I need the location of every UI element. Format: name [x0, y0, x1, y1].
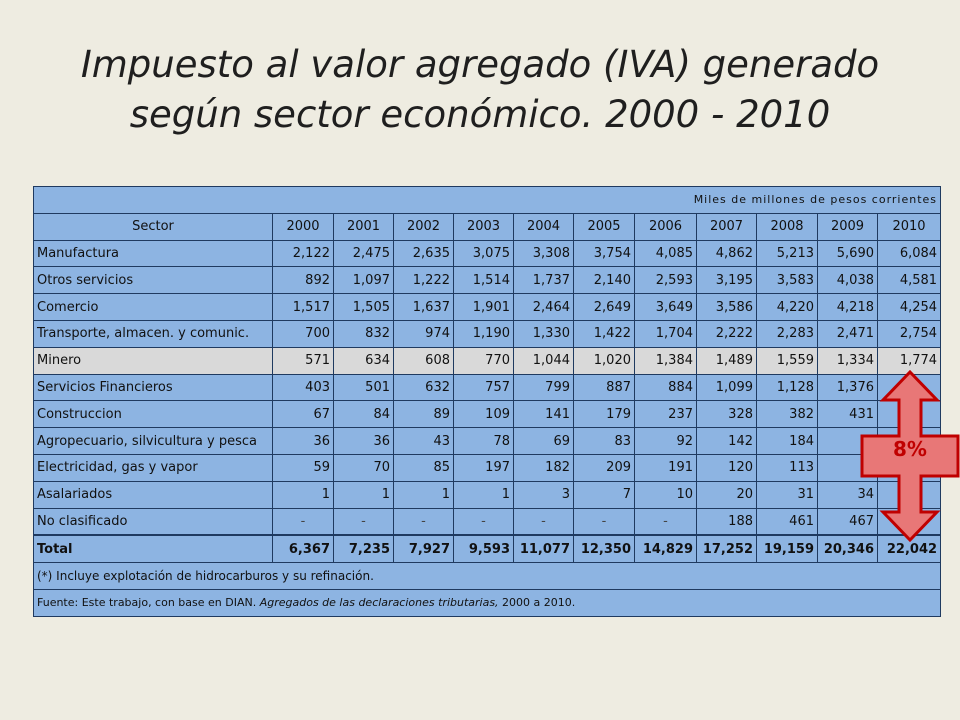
value-cell: 1,044: [514, 347, 574, 374]
value-cell: 36: [334, 428, 394, 455]
value-cell: 1,190: [454, 320, 514, 347]
value-cell: 608: [394, 347, 454, 374]
unit-row: [34, 187, 941, 214]
table-row: [34, 347, 941, 374]
table-row: [34, 508, 941, 535]
value-cell: 1,334: [818, 347, 878, 374]
value-cell: 1,559: [757, 347, 818, 374]
value-cell: 3,586: [697, 294, 757, 321]
sector-label: Agropecuario, silvicultura y pesca: [34, 428, 273, 455]
value-cell: 799: [514, 374, 574, 401]
value-cell: 31: [757, 481, 818, 508]
value-cell: -: [454, 508, 514, 535]
value-cell: 78: [454, 428, 514, 455]
value-cell: 4,218: [818, 294, 878, 321]
value-cell: 1,505: [334, 294, 394, 321]
value-cell: 7,235: [334, 535, 394, 562]
value-cell: 4,254: [878, 294, 941, 321]
table-row: [34, 294, 941, 321]
value-cell: 501: [334, 374, 394, 401]
value-cell: 571: [273, 347, 334, 374]
value-cell: 3,308: [514, 240, 574, 267]
value-cell: 83: [574, 428, 635, 455]
sector-label: Minero: [34, 347, 273, 374]
value-cell: 89: [394, 401, 454, 428]
value-cell: 36: [273, 428, 334, 455]
value-cell: 461: [757, 508, 818, 535]
sector-label: Transporte, almacen. y comunic.: [34, 320, 273, 347]
value-cell: 141: [514, 401, 574, 428]
value-cell: 2,122: [273, 240, 334, 267]
value-cell: 67: [273, 401, 334, 428]
value-cell: 1,128: [757, 374, 818, 401]
value-cell: 1: [394, 481, 454, 508]
sector-label: No clasificado: [34, 508, 273, 535]
table-row: [34, 481, 941, 508]
percent-annotation: 8%: [893, 437, 927, 461]
value-cell: 20,346: [818, 535, 878, 562]
value-cell: -: [574, 508, 635, 535]
value-cell: 1,901: [454, 294, 514, 321]
value-cell: 3: [514, 481, 574, 508]
value-cell: 770: [454, 347, 514, 374]
header-year: 2010: [878, 213, 941, 240]
value-cell: 70: [334, 454, 394, 481]
value-cell: 1,376: [818, 374, 878, 401]
value-cell: 22,042: [878, 535, 941, 562]
value-cell: 1,422: [574, 320, 635, 347]
value-cell: 382: [757, 401, 818, 428]
value-cell: 209: [574, 454, 635, 481]
value-cell: 1,489: [697, 347, 757, 374]
value-cell: 2,283: [757, 320, 818, 347]
header-year: 2006: [635, 213, 697, 240]
iva-table-container: [33, 186, 940, 617]
value-cell: 757: [454, 374, 514, 401]
value-cell: 1: [273, 481, 334, 508]
header-year: 2001: [334, 213, 394, 240]
value-cell: 6,367: [273, 535, 334, 562]
value-cell: 1,384: [635, 347, 697, 374]
sector-label: Comercio: [34, 294, 273, 321]
source-row: [34, 589, 941, 616]
value-cell: 431: [818, 401, 878, 428]
value-cell: 700: [273, 320, 334, 347]
sector-label: Asalariados: [34, 481, 273, 508]
sector-label: Otros servicios: [34, 267, 273, 294]
value-cell: 2,475: [334, 240, 394, 267]
header-year: 2002: [394, 213, 454, 240]
value-cell: 1,222: [394, 267, 454, 294]
value-cell: 2,635: [394, 240, 454, 267]
value-cell: 2,649: [574, 294, 635, 321]
value-cell: 634: [334, 347, 394, 374]
value-cell: 884: [635, 374, 697, 401]
value-cell: 1,704: [635, 320, 697, 347]
value-cell: 120: [697, 454, 757, 481]
value-cell: 92: [635, 428, 697, 455]
value-cell: 892: [273, 267, 334, 294]
value-cell: 59: [273, 454, 334, 481]
value-cell: 2,471: [818, 320, 878, 347]
value-cell: -: [273, 508, 334, 535]
value-cell: 5,213: [757, 240, 818, 267]
title-line-2: según sector económico. 2000 - 2010: [129, 93, 831, 136]
value-cell: 1,517: [273, 294, 334, 321]
value-cell: 85: [394, 454, 454, 481]
value-cell: 84: [334, 401, 394, 428]
value-cell: 3,195: [697, 267, 757, 294]
value-cell: 2,140: [574, 267, 635, 294]
sector-label: Total: [34, 535, 273, 562]
value-cell: 1,637: [394, 294, 454, 321]
sector-label: Manufactura: [34, 240, 273, 267]
value-cell: 34: [818, 481, 878, 508]
value-cell: 179: [574, 401, 635, 428]
value-cell: 974: [394, 320, 454, 347]
value-cell: 2,222: [697, 320, 757, 347]
value-cell: 11,077: [514, 535, 574, 562]
value-cell: 1,514: [454, 267, 514, 294]
value-cell: 20: [697, 481, 757, 508]
value-cell: 6,084: [878, 240, 941, 267]
value-cell: 3,075: [454, 240, 514, 267]
value-cell: 197: [454, 454, 514, 481]
value-cell: 328: [697, 401, 757, 428]
value-cell: -: [514, 508, 574, 535]
value-cell: 1: [454, 481, 514, 508]
value-cell: 17,252: [697, 535, 757, 562]
value-cell: 1,774: [878, 347, 941, 374]
table-row: [34, 240, 941, 267]
header-year: 2005: [574, 213, 635, 240]
value-cell: 3,754: [574, 240, 635, 267]
value-cell: 14,829: [635, 535, 697, 562]
value-cell: -: [334, 508, 394, 535]
value-cell: 237: [635, 401, 697, 428]
value-cell: 4,085: [635, 240, 697, 267]
header-row: [34, 213, 941, 240]
value-cell: 2,464: [514, 294, 574, 321]
value-cell: 184: [757, 428, 818, 455]
sector-label: Construccion: [34, 401, 273, 428]
table-row: [34, 454, 941, 481]
value-cell: 191: [635, 454, 697, 481]
value-cell: 3,649: [635, 294, 697, 321]
value-cell: 2,593: [635, 267, 697, 294]
source-title: Agregados de las declaraciones tributarias,: [259, 596, 499, 610]
slide-title: [0, 40, 960, 140]
title-line-1: Impuesto al valor agregado (IVA) generado: [80, 43, 880, 86]
value-cell: -: [635, 508, 697, 535]
header-year: 2004: [514, 213, 574, 240]
header-year: 2007: [697, 213, 757, 240]
total-row: [34, 535, 941, 562]
unit-note: Miles de millones de pesos corrientes: [34, 187, 941, 214]
value-cell: 1,099: [697, 374, 757, 401]
header-sector: Sector: [34, 213, 273, 240]
value-cell: 142: [697, 428, 757, 455]
value-cell: 188: [697, 508, 757, 535]
value-cell: -: [394, 508, 454, 535]
value-cell: 2,754: [878, 320, 941, 347]
value-cell: 1,737: [514, 267, 574, 294]
value-cell: 4,038: [818, 267, 878, 294]
value-cell: 182: [514, 454, 574, 481]
value-cell: 887: [574, 374, 635, 401]
source-suffix: 2000 a 2010.: [498, 596, 576, 610]
value-cell: 4,581: [878, 267, 941, 294]
value-cell: 3,583: [757, 267, 818, 294]
value-cell: 5,690: [818, 240, 878, 267]
value-cell: 1,020: [574, 347, 635, 374]
table-row: [34, 374, 941, 401]
value-cell: 113: [757, 454, 818, 481]
value-cell: 1,330: [514, 320, 574, 347]
header-year: 2008: [757, 213, 818, 240]
value-cell: 832: [334, 320, 394, 347]
table-row: [34, 428, 941, 455]
value-cell: 43: [394, 428, 454, 455]
value-cell: 4,220: [757, 294, 818, 321]
header-year: 2000: [273, 213, 334, 240]
source-prefix: Fuente: Este trabajo, con base en DIAN.: [37, 596, 260, 610]
value-cell: 9,593: [454, 535, 514, 562]
sector-label: Electricidad, gas y vapor: [34, 454, 273, 481]
iva-table: [33, 186, 941, 617]
header-year: 2003: [454, 213, 514, 240]
value-cell: 1,097: [334, 267, 394, 294]
value-cell: 69: [514, 428, 574, 455]
value-cell: 19,159: [757, 535, 818, 562]
value-cell: 467: [818, 508, 878, 535]
value-cell: 10: [635, 481, 697, 508]
value-cell: 109: [454, 401, 514, 428]
value-cell: 7: [574, 481, 635, 508]
footnote: (*) Incluye explotación de hidrocarburos y su refinación.: [34, 563, 941, 590]
footnote-row: [34, 563, 941, 590]
value-cell: 4,862: [697, 240, 757, 267]
value-cell: 12,350: [574, 535, 635, 562]
source-note: [34, 589, 941, 616]
value-cell: 632: [394, 374, 454, 401]
table-row: [34, 267, 941, 294]
sector-label: Servicios Financieros: [34, 374, 273, 401]
value-cell: 7,927: [394, 535, 454, 562]
header-year: 2009: [818, 213, 878, 240]
value-cell: 403: [273, 374, 334, 401]
table-row: [34, 401, 941, 428]
value-cell: 1: [334, 481, 394, 508]
table-row: [34, 320, 941, 347]
